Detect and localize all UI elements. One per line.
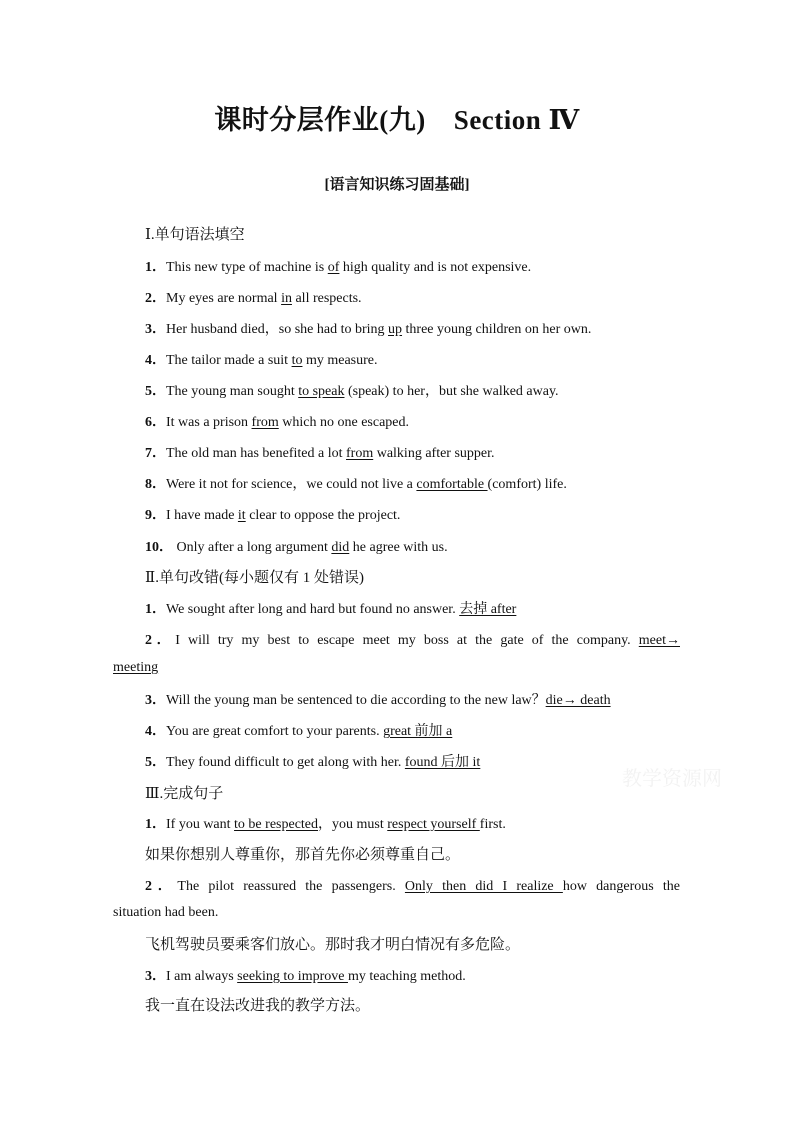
list-item: 2．My eyes are normal in all respects. bbox=[145, 291, 362, 306]
answer: great 前加 a bbox=[383, 724, 453, 739]
list-item: 9．I have made it clear to oppose the project. bbox=[145, 508, 401, 523]
watermark: 教学资源网 bbox=[622, 766, 722, 790]
translation: 飞机驾驶员要乘客们放心。那时我才明白情况有多危险。 bbox=[145, 935, 521, 953]
answer: seeking to improve bbox=[237, 969, 348, 984]
answer: to be respected bbox=[234, 817, 319, 832]
answer: of bbox=[327, 260, 340, 275]
list-item: 3．Will the young man be sentenced to die according to the new law？die→ death bbox=[145, 693, 611, 708]
list-item: 2．The pilot reassured the passengers. Only then did I realize how dangerous the bbox=[145, 879, 680, 894]
answer: in bbox=[281, 291, 292, 306]
list-item: 10． Only after a long argument did he agree with us. bbox=[145, 540, 448, 555]
list-item: 3．Her husband died，so she had to bring up three young children on her own. bbox=[145, 322, 592, 337]
translation: 我一直在设法改进我的教学方法。 bbox=[145, 996, 371, 1014]
answer: meet→ bbox=[638, 633, 680, 648]
section-1-heading: Ⅰ.单句语法填空 bbox=[145, 227, 245, 243]
answer: found 后加 it bbox=[404, 755, 481, 770]
list-item: 6．It was a prison from which no one escaped. bbox=[145, 415, 409, 430]
answer: to speak bbox=[298, 384, 345, 399]
list-item-continued bbox=[113, 660, 794, 676]
list-item: 4．The tailor made a suit to my measure. bbox=[145, 353, 378, 368]
page-title bbox=[0, 98, 794, 137]
list-item: 8．Were it not for science，we could not live a comfortable (comfort) life. bbox=[145, 477, 567, 492]
answer: to bbox=[291, 353, 303, 368]
title-section: Section Ⅳ bbox=[453, 105, 580, 135]
answer: from bbox=[251, 415, 279, 430]
list-item: 5．They found difficult to get along with her. found 后加 it bbox=[145, 755, 481, 770]
answer: did bbox=[331, 540, 350, 555]
answer: Only then did I realize bbox=[404, 879, 563, 894]
title-main: 课时分层作业(九) bbox=[214, 105, 426, 135]
list-item: 1．We sought after long and hard but found no answer. 去掉 after bbox=[145, 602, 517, 617]
answer: it bbox=[237, 508, 246, 523]
list-item: 5．The young man sought to speak (speak) to her，but she walked away. bbox=[145, 384, 559, 399]
section-2-heading: Ⅱ.单句改错(每小题仅有 1 处错误) bbox=[145, 570, 364, 586]
list-item-continued: situation had been. bbox=[113, 905, 219, 920]
list-item: 2．I will try my best to escape meet my boss at the gate of the company. meet→ bbox=[145, 633, 680, 648]
translation: 如果你想别人尊重你，那首先你必须尊重自己。 bbox=[145, 845, 461, 863]
list-item: 1．This new type of machine is of high quality and is not expensive. bbox=[145, 260, 532, 275]
answer: from bbox=[346, 446, 374, 461]
answer: respect yourself bbox=[387, 817, 480, 832]
answer: up bbox=[388, 322, 403, 337]
section-3-heading: Ⅲ.完成句子 bbox=[145, 786, 224, 802]
answer: die→ death bbox=[545, 693, 611, 708]
list-item: 7．The old man has benefited a lot from walking after supper. bbox=[145, 446, 495, 461]
answer: 去掉 after bbox=[459, 602, 517, 617]
list-item: 1．If you want to be respected，you must respect yourself first. bbox=[145, 817, 506, 832]
page-subtitle: [语言知识练习固基础] bbox=[324, 177, 470, 193]
answer: meeting bbox=[113, 660, 159, 675]
answer: comfortable bbox=[416, 477, 488, 492]
list-item: 3．I am always seeking to improve my teaching method. bbox=[145, 969, 466, 984]
list-item: 4．You are great comfort to your parents. great 前加 a bbox=[145, 724, 453, 739]
